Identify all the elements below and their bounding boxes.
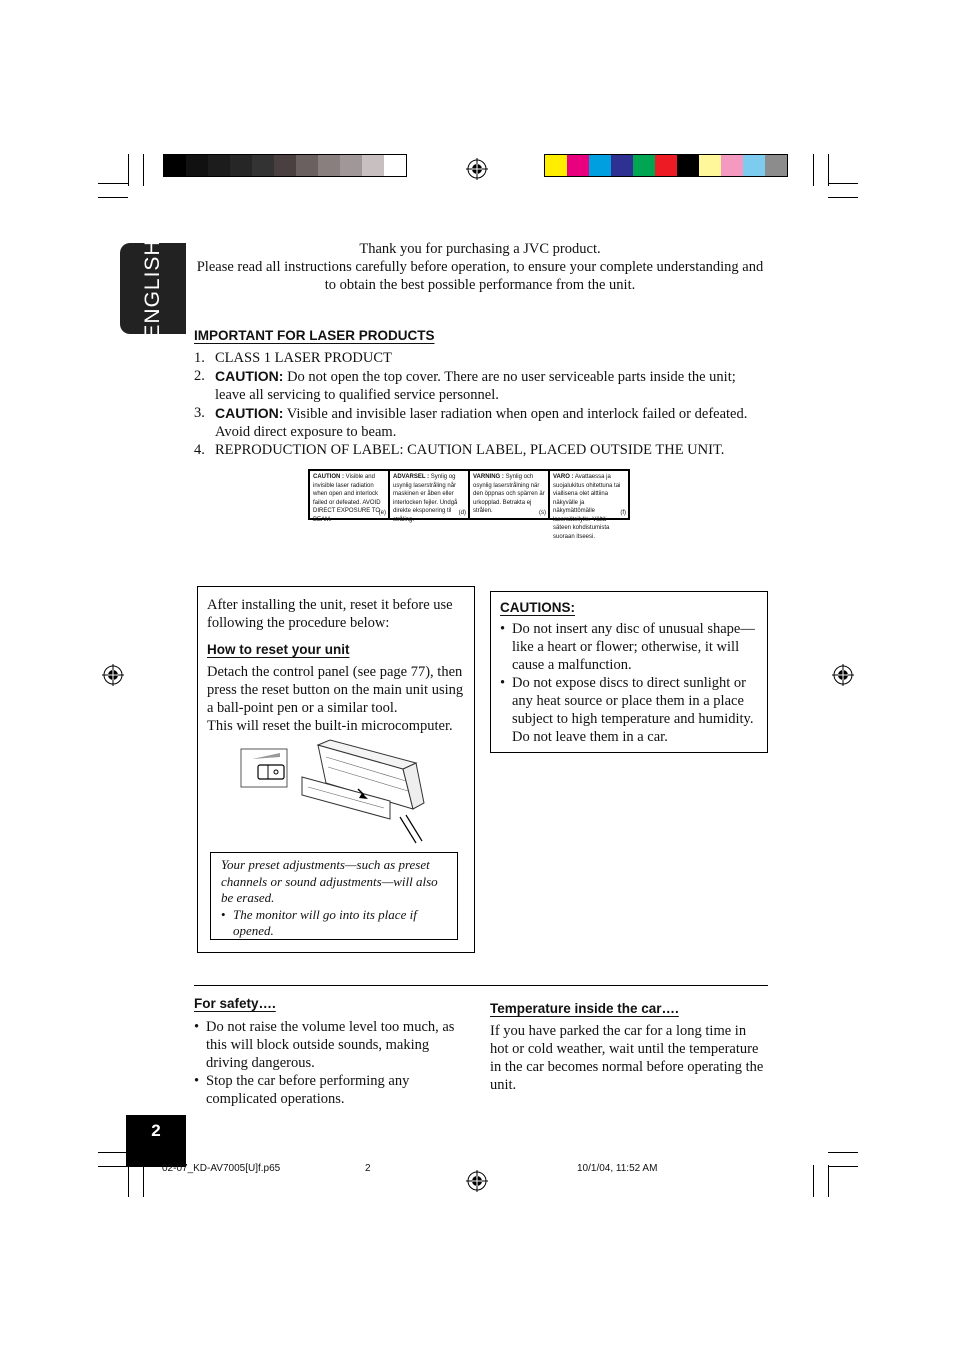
color-bar bbox=[544, 154, 788, 177]
footer-filename: 02-07_KD-AV7005[U]f.p65 bbox=[162, 1163, 281, 1174]
color-swatch bbox=[765, 155, 787, 176]
crop-mark bbox=[828, 1166, 858, 1167]
label-cell: ADVARSEL : Synlig og usynlig laserstråling når maskinen er åben eller interlocken fejler. Undgå direkte eksponering til stråling. (d) bbox=[390, 471, 470, 518]
registration-mark-icon bbox=[832, 664, 854, 686]
footer-timestamp: 10/1/04, 11:52 AM bbox=[577, 1163, 658, 1174]
list-item: • Do not insert any disc of unusual shape—like a heart or flower; otherwise, it will cause a malfunction. bbox=[500, 621, 755, 673]
registration-mark-icon bbox=[466, 1170, 488, 1192]
language-tab-label: ENGLISH bbox=[141, 238, 164, 339]
list-item: 2. CAUTION: Do not open the top cover. There are no user serviceable parts inside the unit; leave all servicing to qualified service personnel. bbox=[194, 368, 736, 403]
crop-mark bbox=[813, 154, 814, 186]
list-item: 4. REPRODUCTION OF LABEL: CAUTION LABEL, PLACED OUTSIDE THE UNIT. bbox=[194, 442, 725, 458]
color-swatch bbox=[545, 155, 567, 176]
crop-mark bbox=[98, 1166, 128, 1167]
footer-page: 2 bbox=[365, 1163, 371, 1174]
safety-list bbox=[194, 1018, 459, 1108]
reset-note: Your preset adjustments—such as preset channels or sound adjustments—will also be erased. • The monitor will go into its place if opened. bbox=[210, 852, 458, 940]
color-swatch bbox=[567, 155, 589, 176]
crop-mark bbox=[828, 197, 858, 198]
laser-list bbox=[194, 349, 764, 459]
reset-illustration bbox=[238, 737, 438, 845]
crop-mark bbox=[828, 183, 858, 184]
list-item: • Stop the car before performing any complicated operations. bbox=[194, 1073, 410, 1107]
color-swatch bbox=[633, 155, 655, 176]
list-item: • The monitor will go into its place if opened. bbox=[221, 906, 417, 938]
cautions-heading: CAUTIONS: bbox=[500, 600, 575, 615]
intro-line: to obtain the best possible performance from the unit. bbox=[324, 277, 636, 293]
crop-mark bbox=[813, 1165, 814, 1197]
reset-heading: How to reset your unit bbox=[207, 642, 350, 657]
color-swatch bbox=[296, 155, 318, 176]
color-swatch bbox=[274, 155, 296, 176]
reset-box bbox=[197, 586, 475, 953]
color-swatch bbox=[743, 155, 765, 176]
list-item: • Do not expose discs to direct sunlight or any heat source or place them in a place subject to high temperature and humidity. Do not leave them in a car. bbox=[500, 675, 754, 745]
color-swatch bbox=[699, 155, 721, 176]
crop-mark bbox=[828, 1152, 858, 1153]
intro-text bbox=[194, 240, 766, 294]
color-swatch bbox=[340, 155, 362, 176]
reset-body: Detach the control panel (see page 77), then press the reset button on the main unit using a ball-point pen or a similar tool. This will reset the built-in microcomputer. bbox=[207, 664, 464, 734]
color-swatch bbox=[384, 155, 406, 176]
color-swatch bbox=[164, 155, 186, 176]
page-number: 2 bbox=[126, 1115, 186, 1167]
list-item: 1. CLASS 1 LASER PRODUCT bbox=[194, 350, 392, 366]
crop-mark bbox=[828, 154, 829, 186]
color-swatch bbox=[186, 155, 208, 176]
language-tab bbox=[120, 238, 186, 339]
color-swatch bbox=[362, 155, 384, 176]
crop-mark bbox=[143, 1165, 144, 1197]
intro-line: Please read all instructions carefully before operation, to ensure your complete understanding and bbox=[196, 259, 764, 275]
label-cell: VARO : Avattaessa ja suojalukitus ohitettuna tai viallisena olet alttiina näkyvälle ja näkymättömälle lasersäteilylle. Vältä säteen kohdistumista suoraan itseesi. (f) bbox=[553, 474, 626, 540]
color-swatch bbox=[589, 155, 611, 176]
list-item: • Do not raise the volume level too much, as this will block outside sounds, making driving dangerous. bbox=[194, 1019, 455, 1071]
color-swatch bbox=[252, 155, 274, 176]
crop-mark bbox=[98, 197, 128, 198]
color-swatch bbox=[721, 155, 743, 176]
reset-intro: After installing the unit, reset it before use following the procedure below: bbox=[207, 597, 453, 631]
color-swatch bbox=[611, 155, 633, 176]
temperature-heading: Temperature inside the car…. bbox=[490, 1001, 679, 1016]
label-cell: VARNING : Synlig och osynlig laserstrålning när den öppnas och spärren är urkopplad. Betrakta ej strålen. (s) bbox=[470, 471, 550, 518]
grayscale-bar bbox=[163, 154, 407, 177]
color-swatch bbox=[230, 155, 252, 176]
registration-mark-icon bbox=[466, 158, 488, 180]
divider bbox=[194, 985, 768, 986]
intro-line: Thank you for purchasing a JVC product. bbox=[359, 241, 601, 257]
crop-mark bbox=[828, 1165, 829, 1197]
crop-mark bbox=[128, 154, 129, 186]
reset-button-icon bbox=[258, 765, 284, 779]
color-swatch bbox=[318, 155, 340, 176]
crop-mark bbox=[98, 1152, 128, 1153]
laser-heading: IMPORTANT FOR LASER PRODUCTS bbox=[194, 328, 435, 343]
cautions-box bbox=[490, 591, 768, 753]
safety-heading: For safety…. bbox=[194, 996, 276, 1011]
color-swatch bbox=[655, 155, 677, 176]
crop-mark bbox=[143, 154, 144, 186]
caution-label bbox=[308, 469, 630, 540]
color-swatch bbox=[677, 155, 699, 176]
crop-mark bbox=[128, 1165, 129, 1197]
cautions-list bbox=[500, 620, 758, 746]
color-swatch bbox=[208, 155, 230, 176]
list-item: 3. CAUTION: Visible and invisible laser radiation when open and interlock failed or defeated. Avoid direct exposure to beam. bbox=[194, 405, 748, 440]
temperature-body: If you have parked the car for a long time in hot or cold weather, wait until the temperature in the car becomes normal before operating the unit. bbox=[490, 1023, 764, 1093]
label-cell: CAUTION : Visible and invisible laser radiation when open and interlock failed or defeated. AVOID DIRECT EXPOSURE TO BEAM. (e) bbox=[310, 471, 390, 518]
crop-mark bbox=[98, 183, 128, 184]
registration-mark-icon bbox=[102, 664, 124, 686]
